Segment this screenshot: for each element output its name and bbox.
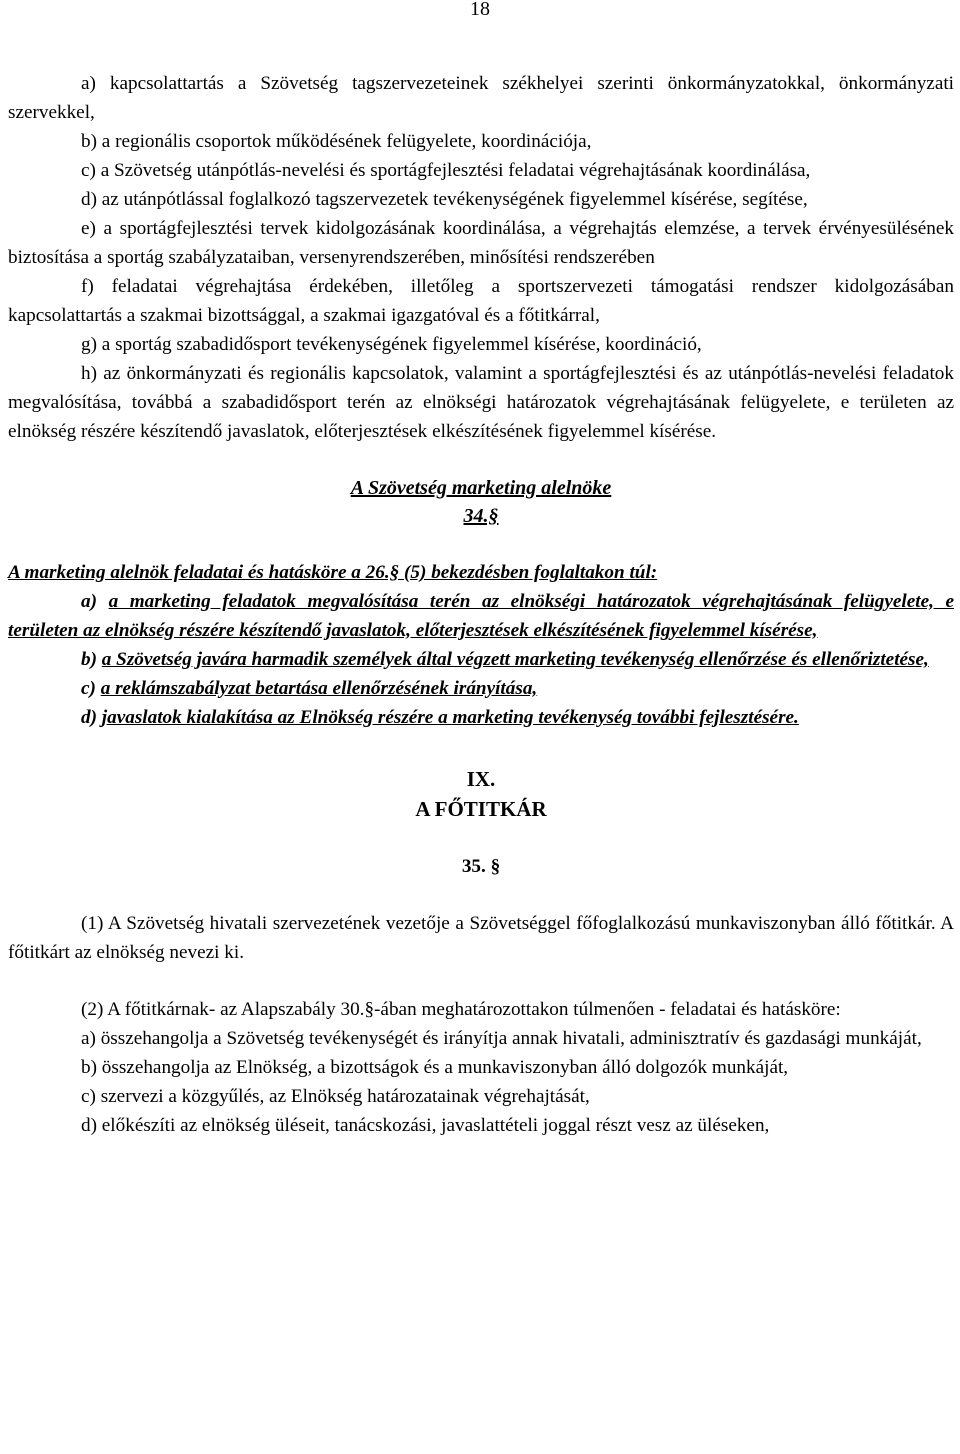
document-body <box>8 69 954 1140</box>
item-text: a marketing feladatok megvalósítása terén az elnökségi határozatok végrehajtásának felügyelete, e területen az elnökség részére készítendő javaslatok, előterjesztések elkészítésének figyelemmel kísérése, <box>8 591 955 641</box>
list-item: c) a Szövetség utánpótlás-nevelési és sportágfejlesztési feladatai végrehajtásának koordinálása, <box>81 160 811 181</box>
paragraph: (1) A Szövetség hivatali szervezetének vezetője a Szövetséggel főfoglalkozású munkaviszonyban álló főtitkár. A főtitkárt az elnökség nevezi ki. <box>8 913 954 963</box>
spacer <box>8 824 954 852</box>
list-item: h) az önkormányzati és regionális kapcsolatok, valamint a sportágfejlesztési és az utánpótlás-nevelési feladatok megvalósítása, továbbá a szabadidősport terén az elnökségi határozatok végrehajtásának felügyelete, e területen az elnökség részére készítendő javaslatok, előterjesztések elkészítésének figyelemmel kísérése. <box>8 363 954 442</box>
list-item: e) a sportágfejlesztési tervek kidolgozásának koordinálása, a végrehajtás elemzése, a tervek érvényesülésének biztosítása a sportág szabályzataiban, versenyrendszerében, minősítési rendszerében <box>8 218 954 268</box>
chapter-title: A FŐTITKÁR <box>415 797 547 821</box>
list-item: a) összehangolja a Szövetség tevékenységét és irányítja annak hivatali, adminisztratív és gazdasági munkáját, <box>81 1028 922 1049</box>
article-number: 35. § <box>461 856 501 877</box>
item-label: c) <box>81 678 96 699</box>
spacer <box>8 967 954 995</box>
marketing-item <box>8 645 954 674</box>
item-label: b) <box>81 649 97 670</box>
list-item: g) a sportág szabadidősport tevékenységének figyelemmel kísérése, koordináció, <box>81 334 702 355</box>
marketing-item <box>8 703 954 732</box>
list-item: d) az utánpótlással foglalkozó tagszervezetek tevékenységének figyelemmel kísérése, segítése, <box>81 189 808 210</box>
item-text: a reklámszabályzat betartása ellenőrzésének irányítása, <box>100 678 538 699</box>
item-text: a Szövetség javára harmadik személyek által végzett marketing tevékenység ellenőrzése és ellenőriztetése, <box>101 649 929 670</box>
marketing-intro: A marketing alelnök feladatai és hatásköre a 26.§ (5) bekezdésben foglaltakon túl: <box>8 562 658 583</box>
list-item: f) feladatai végrehajtása érdekében, illetőleg a sportszervezeti támogatási rendszer kidolgozásában kapcsolattartás a szakmai bizottsággal, a szakmai igazgatóval és a főtitkárral, <box>8 276 954 326</box>
article-number: 34.§ <box>463 505 499 527</box>
item-label: a) <box>81 591 97 612</box>
list-item: b) a regionális csoportok működésének felügyelete, koordinációja, <box>81 131 592 152</box>
list-item: c) szervezi a közgyűlés, az Elnökség határozatainak végrehajtását, <box>81 1086 590 1107</box>
paragraph: (2) A főtitkárnak- az Alapszabály 30.§-ában meghatározottakon túlmenően - feladatai és hatásköre: <box>81 999 841 1020</box>
item-label: d) <box>81 707 97 728</box>
spacer <box>8 530 954 558</box>
marketing-item <box>8 587 954 645</box>
list-item: a) kapcsolattartás a Szövetség tagszervezeteinek székhelyei szerinti önkormányzatokkal, önkormányzati szervekkel, <box>8 73 954 123</box>
spacer <box>8 732 954 764</box>
spacer <box>8 446 954 474</box>
marketing-item <box>8 674 954 703</box>
list-item: d) előkészíti az elnökség üléseit, tanácskozási, javaslattételi joggal részt vesz az üléseken, <box>81 1115 770 1136</box>
page-number: 18 <box>470 0 490 20</box>
item-text: javaslatok kialakítása az Elnökség részére a marketing tevékenység további fejlesztésére. <box>101 707 799 728</box>
list-item: b) összehangolja az Elnökség, a bizottságok és a munkaviszonyban álló dolgozók munkáját, <box>81 1057 789 1078</box>
spacer <box>8 881 954 909</box>
chapter-number: IX. <box>466 767 496 791</box>
section-heading: A Szövetség marketing alelnöke <box>350 477 612 499</box>
